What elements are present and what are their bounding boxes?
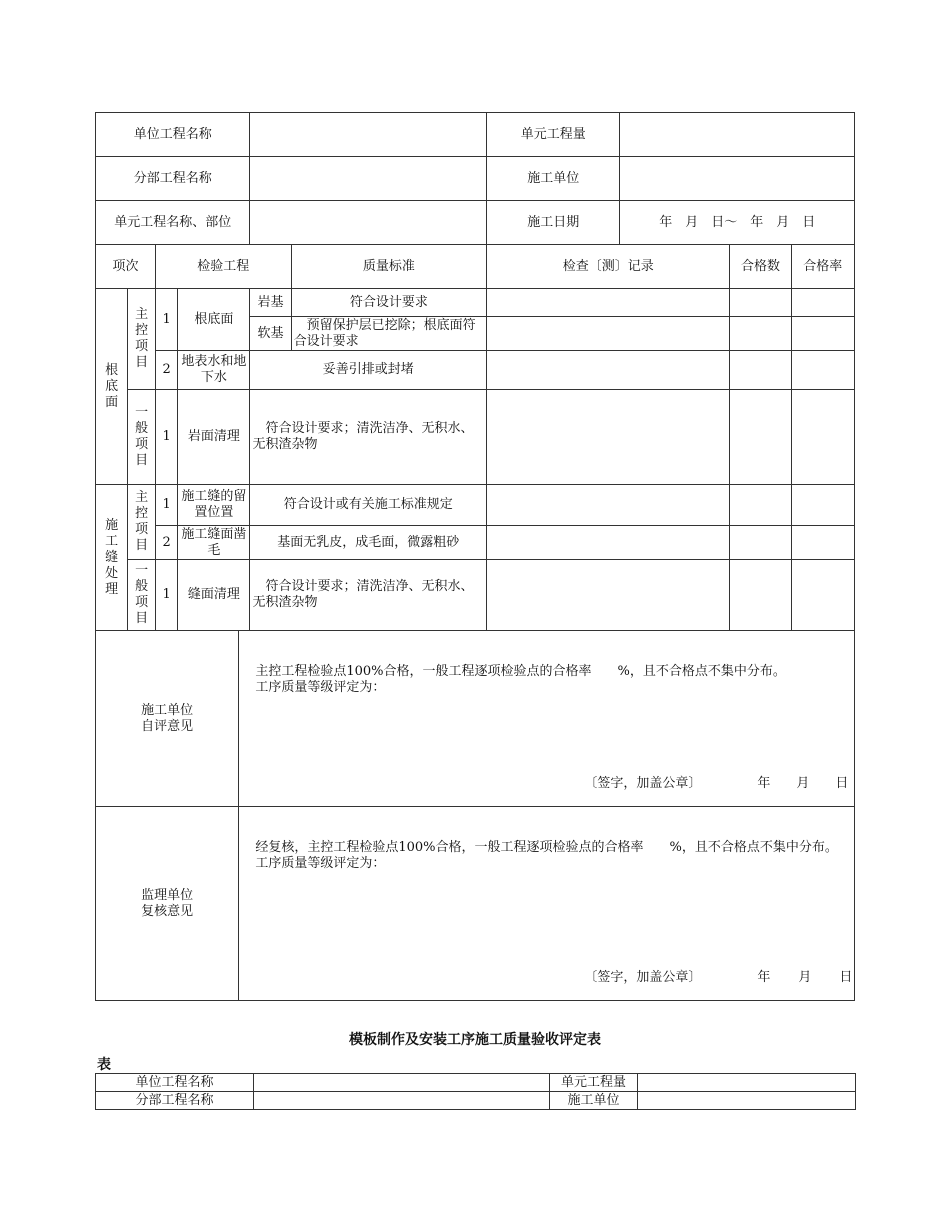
section-foundation-label: 根 底 面 [96,289,128,485]
signature-note: 〔签字，加盖公章〕 [584,970,702,985]
inspection-record-cell[interactable] [487,351,730,390]
quality-standard: 符合设计要求；清洗洁净、无积水、无积渣杂物 [250,390,487,485]
quality-standard: 符合设计要求 [291,289,487,317]
row-no: 1 [155,560,177,631]
inspection-item: 施工缝的留置位置 [178,485,250,526]
inspection-item: 施工缝面凿毛 [178,526,250,560]
unit-element-qty-value[interactable] [620,113,855,157]
inspection-record-cell[interactable] [487,390,730,485]
row-no: 2 [155,526,177,560]
row-no: 1 [155,289,177,351]
self-eval-label: 施工单位 自评意见 [96,631,239,807]
next-construction-unit-value[interactable] [638,1092,856,1110]
qualified-count-cell[interactable] [730,390,791,485]
supervision-opinion[interactable] [239,807,855,1001]
pass-rate-cell[interactable] [791,390,854,485]
month-label: 月 [798,970,812,985]
inspection-record-cell[interactable] [487,317,730,351]
next-unit-project-name-value[interactable] [254,1074,550,1092]
element-name-location-value[interactable] [250,201,487,245]
supervision-label: 监理单位 复核意见 [96,807,239,1001]
self-eval-text: 主控工程检验点100%合格，一般工程逐项检验点的合格率 %，且不合格点不集中分布。 工序质量等级评定为： [255,664,786,695]
col-pass-rate: 合格率 [791,245,854,289]
quality-standard: 基面无乳皮，成毛面，微露粗砂 [250,526,487,560]
self-eval-signature [584,776,848,792]
section-joint-label: 施 工 缝 处 理 [96,485,128,631]
joint-general-label: 一 般 项 目 [128,560,156,631]
unit-element-qty-label: 单元工程量 [487,113,620,157]
inspection-record-cell[interactable] [487,560,730,631]
joint-main-control-label: 主 控 项 目 [128,485,156,560]
supervision-text: 经复核，主控工程检验点100%合格，一般工程逐项检验点的合格率 %，且不合格点不集中分布。 工序质量等级评定为： [255,840,838,871]
sub-item: 软基 [250,317,291,351]
quality-standard: 妥善引排或封堵 [250,351,487,390]
construction-unit-label: 施工单位 [487,157,620,201]
pass-rate-cell[interactable] [791,351,854,390]
row-no: 1 [155,485,177,526]
division-project-name-label: 分部工程名称 [96,157,250,201]
pass-rate-cell[interactable] [791,317,854,351]
qualified-count-cell[interactable] [730,485,791,526]
inspection-record-cell[interactable] [487,485,730,526]
pass-rate-cell[interactable] [791,289,854,317]
foundation-general-label: 一 般 项 目 [128,390,156,485]
pass-rate-cell[interactable] [791,485,854,526]
qualified-count-cell[interactable] [730,317,791,351]
construction-unit-value[interactable] [620,157,855,201]
next-form-table-label: 表 [97,1057,111,1073]
quality-standard: 符合设计或有关施工标准规定 [250,485,487,526]
day-label: 日 [835,776,849,791]
quality-evaluation-table [95,112,855,1001]
month-label: 月 [796,776,810,791]
division-project-name-value[interactable] [250,157,487,201]
signature-note: 〔签字，加盖公章〕 [584,776,702,791]
next-construction-unit-label: 施工单位 [550,1092,638,1110]
next-unit-element-qty-value[interactable] [638,1074,856,1092]
inspection-item: 岩面清理 [178,390,250,485]
year-label: 年 [757,776,771,791]
element-name-location-label: 单元工程名称、部位 [96,201,250,245]
col-quality-standard: 质量标准 [291,245,487,289]
inspection-item: 地表水和地下水 [178,351,250,390]
qualified-count-cell[interactable] [730,526,791,560]
quality-standard: 预留保护层已挖除；根底面符合设计要求 [291,317,487,351]
quality-standard: 符合设计要求；清洗洁净、无积水、无积渣杂物 [250,560,487,631]
qualified-count-cell[interactable] [730,351,791,390]
next-form-title: 模板制作及安装工序施工质量验收评定表 [349,1032,601,1048]
construction-date-label: 施工日期 [487,201,620,245]
next-division-project-name-value[interactable] [254,1092,550,1110]
inspection-record-cell[interactable] [487,526,730,560]
pass-rate-cell[interactable] [791,560,854,631]
supervision-signature [584,970,852,986]
self-eval-opinion[interactable] [239,631,855,807]
col-qualified-count: 合格数 [730,245,791,289]
row-no: 1 [155,390,177,485]
col-inspection-item: 检验工程 [155,245,291,289]
col-inspection-record: 检查〔测〕记录 [487,245,730,289]
pass-rate-cell[interactable] [791,526,854,560]
inspection-item: 缝面清理 [178,560,250,631]
next-form-table [95,1073,856,1110]
day-label: 日 [839,970,853,985]
unit-project-name-label: 单位工程名称 [96,113,250,157]
next-unit-element-qty-label: 单元工程量 [550,1074,638,1092]
inspection-record-cell[interactable] [487,289,730,317]
row-no: 2 [155,351,177,390]
next-division-project-name-label: 分部工程名称 [96,1092,254,1110]
construction-date-value[interactable]: 年 月 日～ 年 月 日 [620,201,855,245]
qualified-count-cell[interactable] [730,560,791,631]
inspection-item: 根底面 [178,289,250,351]
foundation-main-control-label: 主 控 项 目 [128,289,156,390]
next-unit-project-name-label: 单位工程名称 [96,1074,254,1092]
year-label: 年 [757,970,771,985]
qualified-count-cell[interactable] [730,289,791,317]
sub-item: 岩基 [250,289,291,317]
unit-project-name-value[interactable] [250,113,487,157]
col-item-no: 项次 [96,245,156,289]
